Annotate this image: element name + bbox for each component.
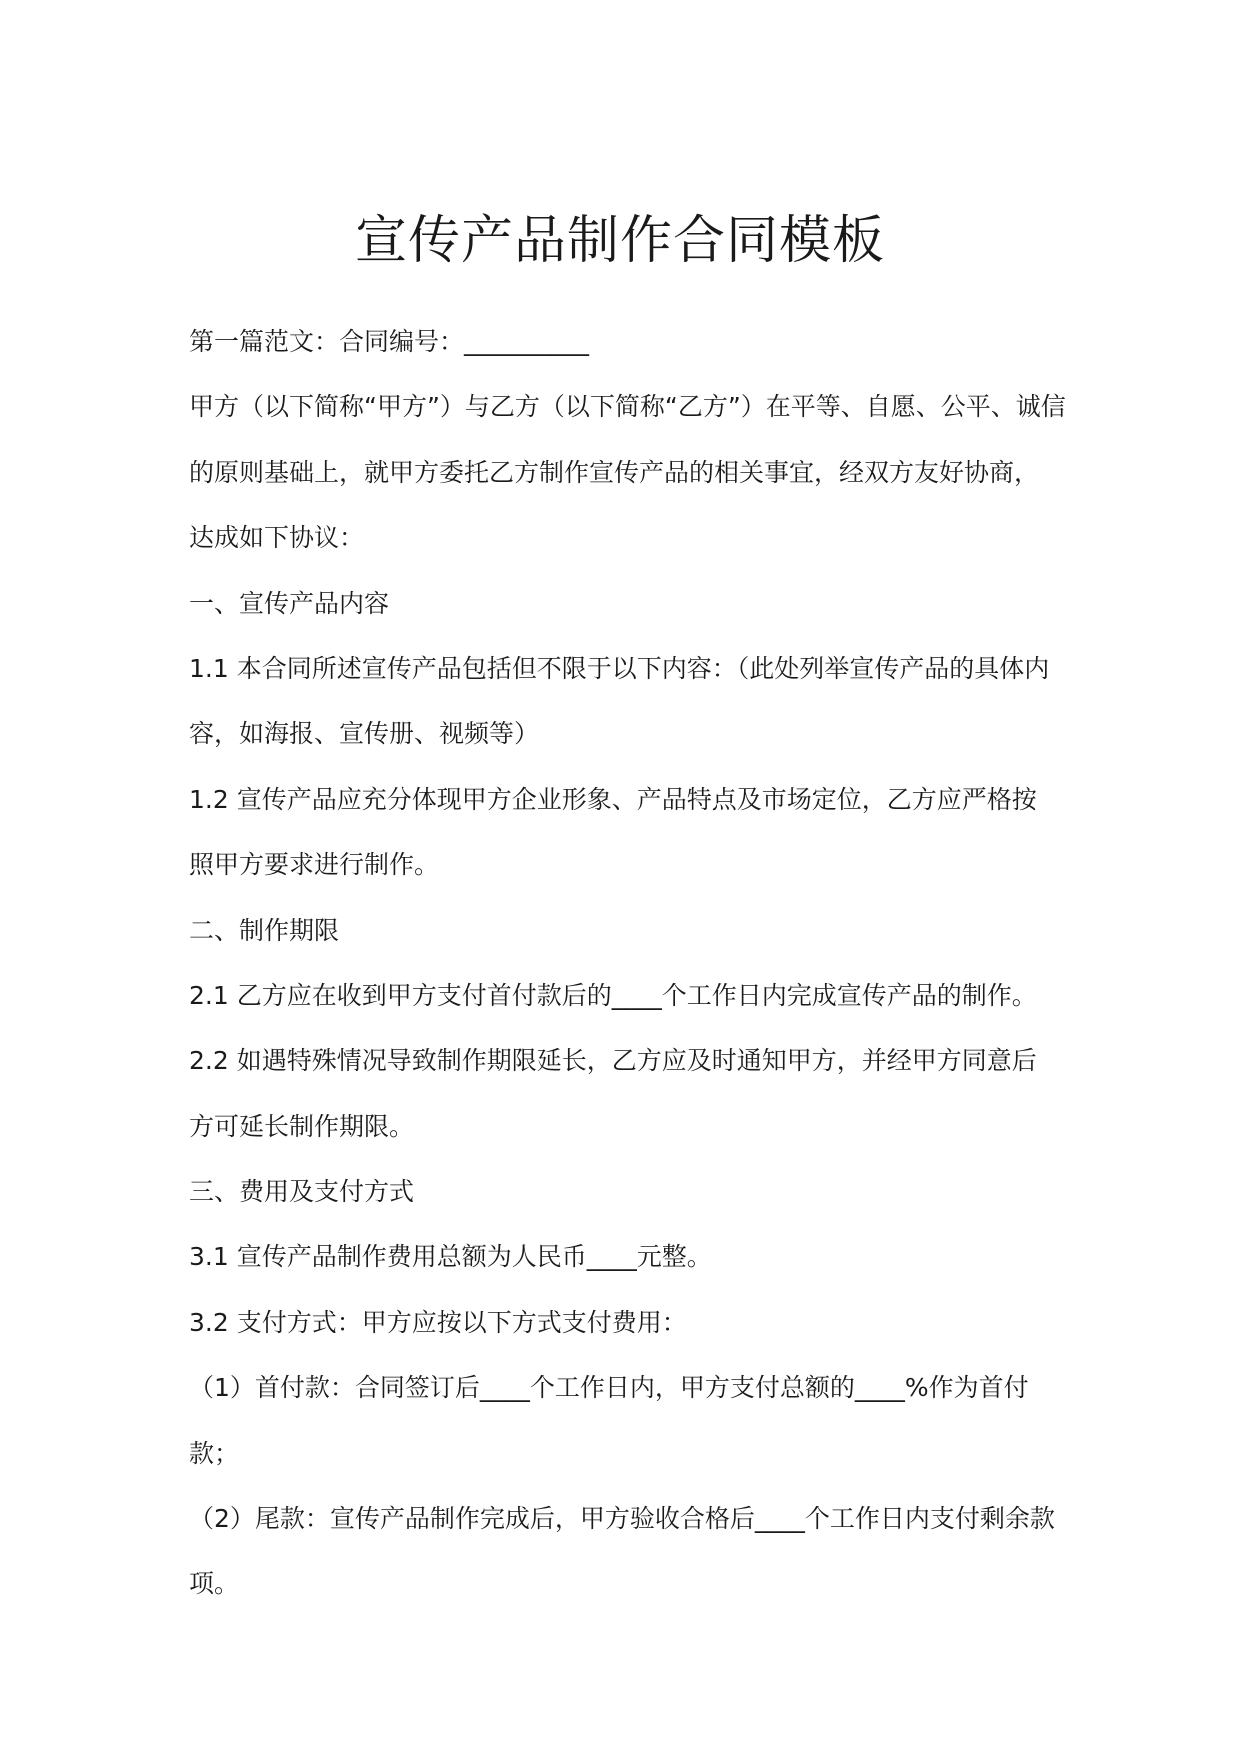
clause-line: （1）首付款：合同签订后____个工作日内，甲方支付总额的____%作为首付	[189, 1373, 1029, 1403]
clause-line: 1.2 宣传产品应充分体现甲方企业形象、产品特点及市场定位，乙方应严格按	[189, 784, 1037, 814]
preamble-line: 达成如下协议：	[189, 523, 365, 553]
clause-line: 款；	[189, 1438, 240, 1468]
section-heading: 一、宣传产品内容	[189, 588, 390, 618]
document-body	[189, 309, 1069, 1617]
clause-line: 方可延长制作期限。	[189, 1111, 415, 1141]
preamble-line: 甲方（以下简称“甲方”）与乙方（以下简称“乙方”）在平等、自愿、公平、诚信	[189, 392, 1066, 422]
preamble-line: 的原则基础上，就甲方委托乙方制作宣传产品的相关事宜，经双方友好协商，	[189, 457, 1040, 487]
clause-line: 3.1 宣传产品制作费用总额为人民币____元整。	[189, 1242, 712, 1272]
clause-line: 1.1 本合同所述宣传产品包括但不限于以下内容：（此处列举宣传产品的具体内	[189, 653, 1050, 683]
clause-line: 项。	[189, 1569, 240, 1599]
clause-line: 照甲方要求进行制作。	[189, 850, 440, 880]
contract-number-line: 第一篇范文：合同编号：__________	[189, 327, 590, 356]
section-heading: 二、制作期限	[189, 915, 340, 945]
clause-line: 容，如海报、宣传册、视频等）	[189, 719, 540, 749]
clause-line: （2）尾款：宣传产品制作完成后，甲方验收合格后____个工作日内支付剩余款	[189, 1504, 1055, 1534]
clause-line: 2.1 乙方应在收到甲方支付首付款后的____个工作日内完成宣传产品的制作。	[189, 980, 1037, 1010]
clause-line: 2.2 如遇特殊情况导致制作期限延长，乙方应及时通知甲方，并经甲方同意后	[189, 1046, 1037, 1076]
section-heading: 三、费用及支付方式	[189, 1177, 415, 1207]
clause-line: 3.2 支付方式：甲方应按以下方式支付费用：	[189, 1307, 687, 1337]
document-title: 宣传产品制作合同模板	[354, 211, 885, 271]
